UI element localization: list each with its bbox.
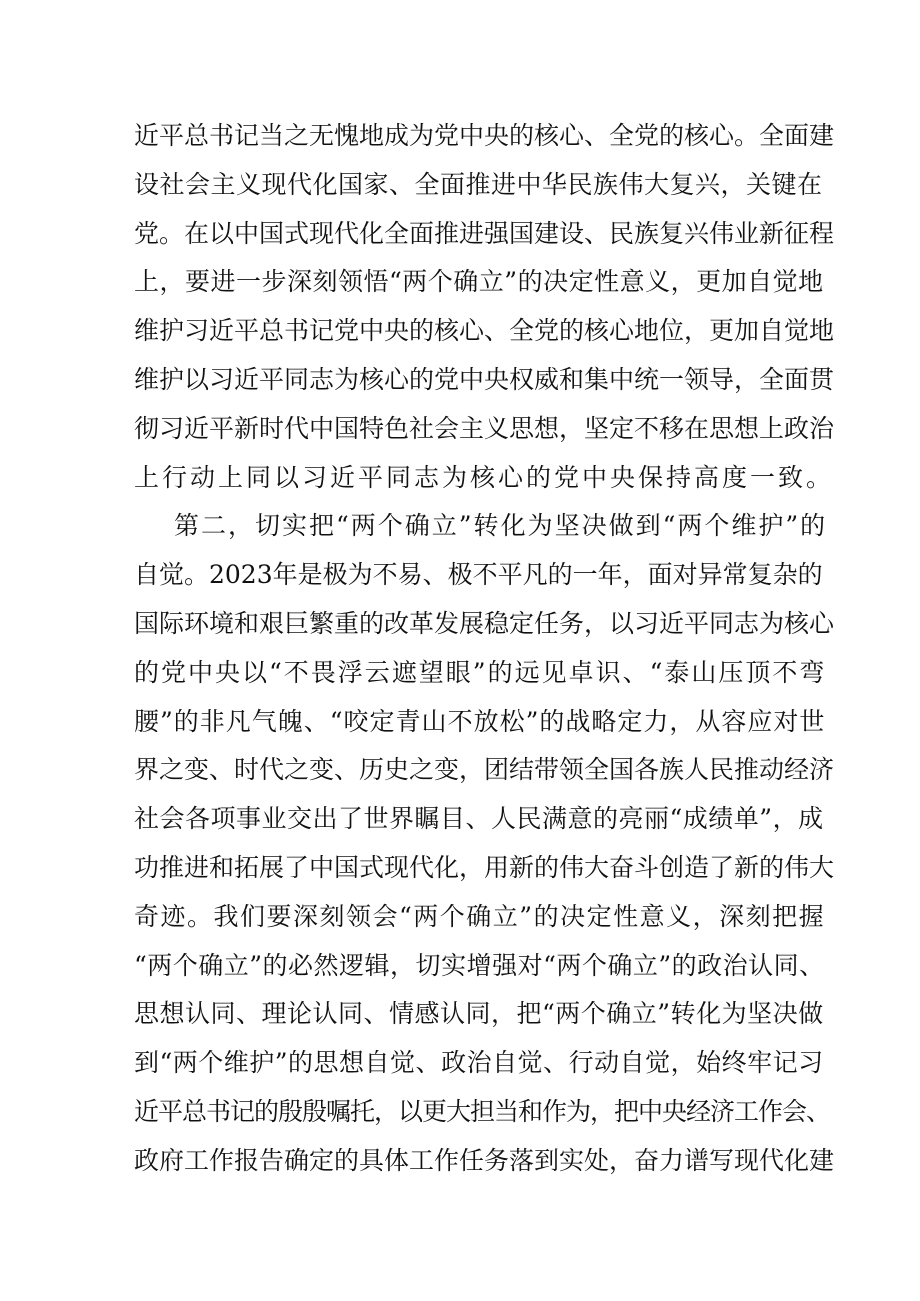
text-line: 上，要进一步深刻领悟“两个确立”的决定性意义，更加自觉地: [134, 267, 824, 297]
text-line: 奇迹。我们要深刻领会“两个确立”的决定性意义，深刻把握: [134, 901, 826, 931]
text-line: 社会各项事业交出了世界瞩目、人民满意的亮丽“成绩单”，成: [134, 804, 824, 834]
text-line: 设社会主义现代化国家、全面推进中华民族伟大复兴，关键在: [134, 169, 823, 199]
text-line: 腰”的非凡气魄、“咬定青山不放松”的战略定力，从容应对世: [134, 706, 826, 736]
text-line: 自觉。2023年是极为不易、极不平凡的一年，面对异常复杂的: [134, 560, 823, 590]
text-line: 国际环境和艰巨繁重的改革发展稳定任务，以习近平同志为核心: [134, 608, 835, 638]
text-line: 维护习近平总书记党中央的核心、全党的核心地位，更加自觉地: [134, 316, 835, 346]
text-line: 界之变、时代之变、历史之变，团结带领全国各族人民推动经济: [134, 755, 835, 785]
text-line: 党。在以中国式现代化全面推进强国建设、民族复兴伟业新征程: [134, 218, 835, 248]
text-line: 彻习近平新时代中国特色社会主义思想，坚定不移在思想上政治: [134, 413, 835, 443]
text-line: 政府工作报告确定的具体工作任务落到实处，奋力谱写现代化建: [134, 1145, 835, 1175]
text-line: 功推进和拓展了中国式现代化，用新的伟大奋斗创造了新的伟大: [134, 852, 835, 882]
text-line: 思想认同、理论认同、情感认同，把“两个确立”转化为坚决做: [134, 999, 824, 1029]
text-line: 近平总书记当之无愧地成为党中央的核心、全党的核心。全面建: [134, 121, 835, 150]
text-line: “两个确立”的必然逻辑，切实增强对“两个确立”的政治认同、: [134, 950, 825, 980]
text-line: 到“两个维护”的思想自觉、政治自觉、行动自觉，始终牢记习: [134, 1048, 824, 1078]
text-line: 近平总书记的殷殷嘱托，以更大担当和作为，把中央经济工作会、: [134, 1096, 831, 1126]
body-text: [134, 112, 835, 1186]
text-line: 维护以习近平同志为核心的党中央权威和集中统一领导，全面贯: [134, 364, 835, 394]
text-line: 的党中央以“不畏浮云遮望眼”的远见卓识、“泰山压顶不弯: [134, 657, 827, 687]
text-line: 上行动上同以习近平同志为核心的党中央保持高度一致。: [134, 462, 835, 492]
paragraph-first-line: 第二，切实把“两个确立”转化为坚决做到“两个维护”的: [174, 511, 828, 541]
